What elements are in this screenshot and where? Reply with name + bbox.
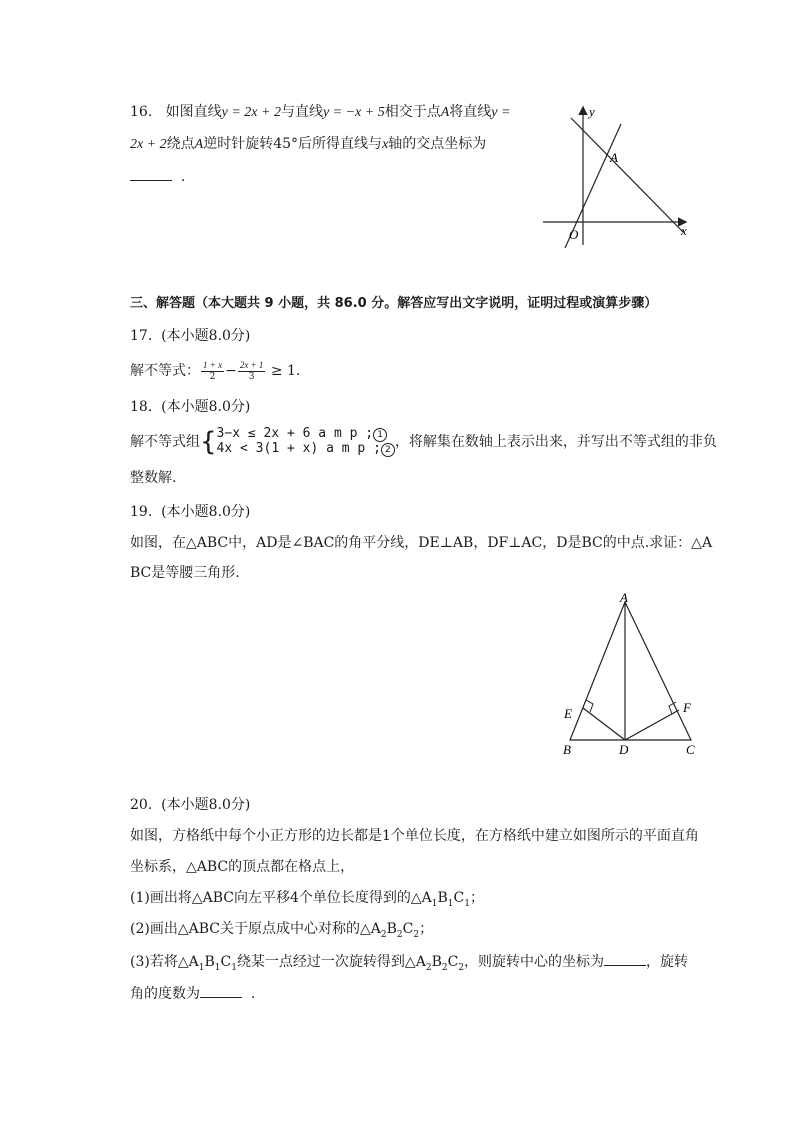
answer-blank[interactable]	[130, 166, 172, 181]
left-brace-icon: {	[200, 427, 217, 457]
subscript: 2	[380, 929, 387, 940]
inequality-1	[217, 427, 395, 442]
q20-text: .	[250, 986, 256, 1002]
q20-text: ，旋转	[646, 954, 689, 970]
q18-header	[130, 397, 250, 417]
q19-number: 19.	[130, 504, 153, 520]
q20-text: (2)画出△ABC关于原点成中心对称的△A	[130, 921, 381, 937]
q20-header	[130, 795, 250, 815]
q20-text: B	[204, 954, 215, 970]
y-axis-label: y	[589, 104, 595, 119]
label-c: C	[686, 742, 695, 757]
q20-text: C	[453, 890, 465, 906]
q16-point: A	[440, 105, 450, 120]
circled-number-icon: 2	[381, 443, 395, 457]
fraction-denominator: 2	[209, 371, 216, 382]
fraction-denominator: 3	[248, 371, 255, 382]
q17-number: 17.	[130, 328, 153, 344]
q17-fraction-1	[201, 360, 224, 383]
q18-line2: 整数解.	[130, 470, 177, 486]
section-heading: 三、解答题（本大题共 9 小题，共 86.0 分。解答应写出文字说明，证明过程或演算步骤）	[130, 296, 658, 311]
q20-text: ，则旋转中心的坐标为	[464, 954, 605, 970]
q19-triangle-figure	[555, 588, 715, 763]
q16-text: 轴的交点坐标为	[388, 136, 487, 152]
inequality-2	[217, 442, 395, 457]
q19-line2: BC是等腰三角形.	[130, 565, 240, 581]
q16-text: 绕点	[166, 136, 195, 152]
q16-line1	[130, 102, 510, 123]
q20-text: 角的度数为	[130, 986, 200, 1002]
label-e: E	[564, 706, 572, 721]
point-a-label: A	[610, 150, 618, 165]
x-axis-label: x	[681, 223, 687, 238]
q17-fraction-2	[238, 360, 266, 383]
subscript: 2	[441, 962, 448, 973]
right-angle-mark-e	[586, 700, 593, 712]
q20-text: (3)若将△A	[130, 954, 199, 970]
triangle-abc	[570, 602, 691, 740]
q16-coordinate-figure	[535, 100, 705, 250]
answer-blank[interactable]	[200, 983, 242, 998]
q16-eq3: y =	[491, 105, 511, 120]
q16-text: 相交于点	[384, 104, 441, 120]
label-d: D	[619, 742, 629, 757]
q20-text: (1)画出将△ABC向左平移4个单位长度得到的△A	[130, 890, 432, 906]
q20-text: B	[437, 890, 448, 906]
q20-text: C	[447, 954, 459, 970]
q20-score: (本小题8.0分)	[161, 797, 251, 813]
q16-eq2: y = −x + 5	[322, 105, 385, 120]
subscript: 1	[447, 898, 454, 909]
q19-header	[130, 502, 250, 522]
subscript: 2	[413, 929, 420, 940]
q16-line2	[130, 134, 486, 155]
subscript: 1	[431, 898, 438, 909]
q17-body	[130, 358, 300, 384]
inequality-system	[217, 427, 395, 457]
q20-part3	[130, 951, 688, 978]
line-y-neg-x-plus-5	[571, 118, 683, 232]
q18-suffix: ，将解集在数轴上表示出来，并写出不等式组的非负	[394, 434, 717, 450]
subscript: 1	[464, 898, 470, 909]
q20-text: C	[402, 921, 414, 937]
q20-text: 绕某一点经过一次旋转得到△A	[236, 954, 426, 970]
q19-line1: 如图，在△ABC中，AD是∠BAC的角平分线，DE⊥AB，DF⊥AC，D是BC的中点.求证：△A	[130, 535, 713, 551]
q16-line3	[130, 166, 185, 187]
inequality-text: 3−x ≤ 2x + 6 a m p ;	[216, 426, 374, 441]
q20-number: 20.	[130, 797, 153, 813]
q16-point: A	[194, 137, 204, 152]
subscript: 2	[458, 962, 465, 973]
subscript: 1	[198, 962, 205, 973]
q16-text: 如图直线	[165, 104, 222, 120]
origin-label: O	[569, 227, 579, 242]
q20-text: B	[386, 921, 397, 937]
label-a: A	[620, 590, 628, 605]
segment-df	[625, 710, 679, 740]
q20-text: B	[431, 954, 442, 970]
q16-text: 逆时针旋转45°后所得直线与	[203, 136, 383, 152]
subscript: 2	[425, 962, 432, 973]
subscript: 1	[214, 962, 221, 973]
label-b: B	[563, 742, 571, 757]
q19-score: (本小题8.0分)	[161, 504, 251, 520]
q20-line2: 坐标系，△ABC的顶点都在格点上，	[130, 859, 355, 875]
q20-text: C	[220, 954, 232, 970]
fraction-numerator: 2x + 1	[239, 359, 264, 370]
q18-number: 18.	[130, 399, 153, 415]
q17-score: (本小题8.0分)	[161, 328, 251, 344]
q20-line1: 如图，方格纸中每个小正方形的边长都是1个单位长度，在方格纸中建立如图所示的平面直角	[130, 828, 699, 844]
segment-de	[583, 708, 625, 740]
minus-sign: −	[225, 363, 237, 379]
answer-blank[interactable]	[604, 951, 646, 966]
q20-part2	[130, 919, 433, 945]
inequality-text: 4x < 3(1 + x) a m p ;	[216, 441, 381, 456]
q16-text: 与直线	[280, 104, 323, 120]
q20-text: ；	[469, 890, 484, 906]
q18-prefix: 解不等式组	[130, 434, 200, 450]
q18-body	[130, 426, 717, 458]
q16-eq3: 2x + 2	[130, 137, 167, 152]
q17-header	[130, 326, 250, 346]
q16-x: x	[382, 137, 389, 152]
q16-period: .	[180, 169, 186, 185]
subscript: 2	[396, 929, 403, 940]
subscript: 1	[231, 962, 237, 973]
q20-text: ；	[419, 921, 434, 937]
q16-text: 将直线	[449, 104, 492, 120]
fraction-numerator: 1 + x	[203, 359, 223, 370]
q16-eq1: y = 2x + 2	[221, 105, 281, 120]
q18-score: (本小题8.0分)	[161, 399, 251, 415]
q17-tail: ≥ 1.	[270, 363, 301, 379]
q16-number: 16.	[130, 104, 153, 120]
circled-number-icon: 1	[373, 428, 387, 442]
q20-part1	[130, 888, 484, 914]
q20-line6	[130, 983, 255, 1004]
label-f: F	[683, 700, 691, 715]
q17-prefix: 解不等式：	[130, 363, 200, 379]
